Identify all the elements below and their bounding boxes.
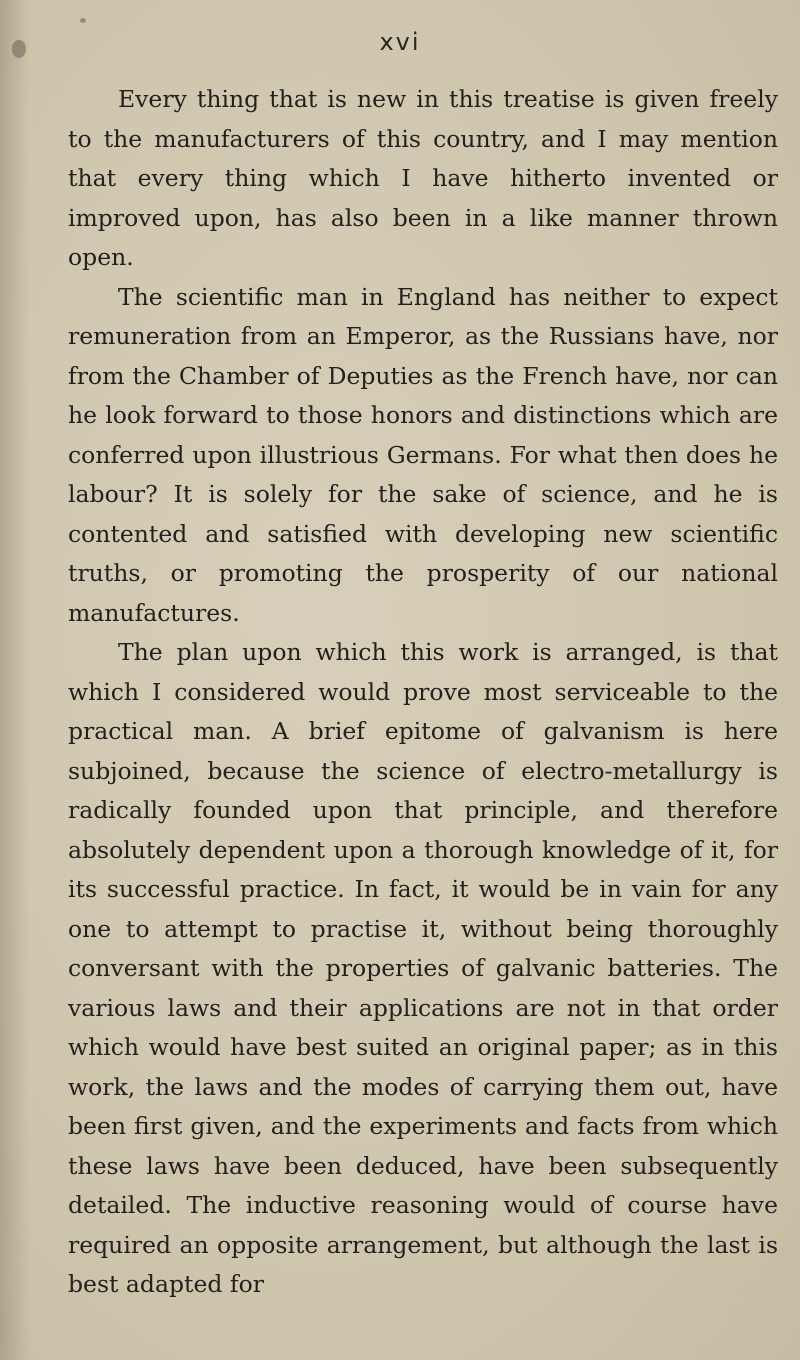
paper-speck — [80, 18, 86, 23]
page-number: xvi — [379, 28, 421, 56]
page-edge-shadow — [0, 0, 30, 1360]
paragraph: Every thing that is new in this treatise is given freely to the manufacturers of this country, and I may mention that every thing which I have hitherto invented or improved upon, has also been in a like manner thrown open. — [68, 85, 778, 271]
body-text — [68, 80, 778, 1305]
paragraph: The plan upon which this work is arranged, is that which I considered would prove most serviceable to the practical man. A brief epitome of galvanism is here subjoined, because the science of electro-metallurgy is radically founded upon that principle, and therefore absolutely dependent upon a thorough knowledge of it, for its successful practice. In fact, it would be in vain for any one to attempt to practise it, without being thoroughly conversant with the properties of galvanic batteries. The various laws and their applications are not in that order which would have best suited an original paper; as in this work, the laws and the modes of carrying them out, have been first given, and the experiments and facts from which these laws have been deduced, have been subsequently detailed. The inductive reasoning would of course have required an opposite arrangement, but although the last is best adapted for — [68, 638, 778, 1298]
paragraph: The scientific man in England has neither to expect remuneration from an Emperor, as the Russians have, nor from the Chamber of Deputies as the French have, nor can he look forward to those honors and distinctions which are conferred upon illustrious Germans. For what then does he labour? It is solely for the sake of science, and he is contented and satisfied with developing new scientific truths, or promoting the prosperity of our national manufactures. — [68, 282, 778, 627]
